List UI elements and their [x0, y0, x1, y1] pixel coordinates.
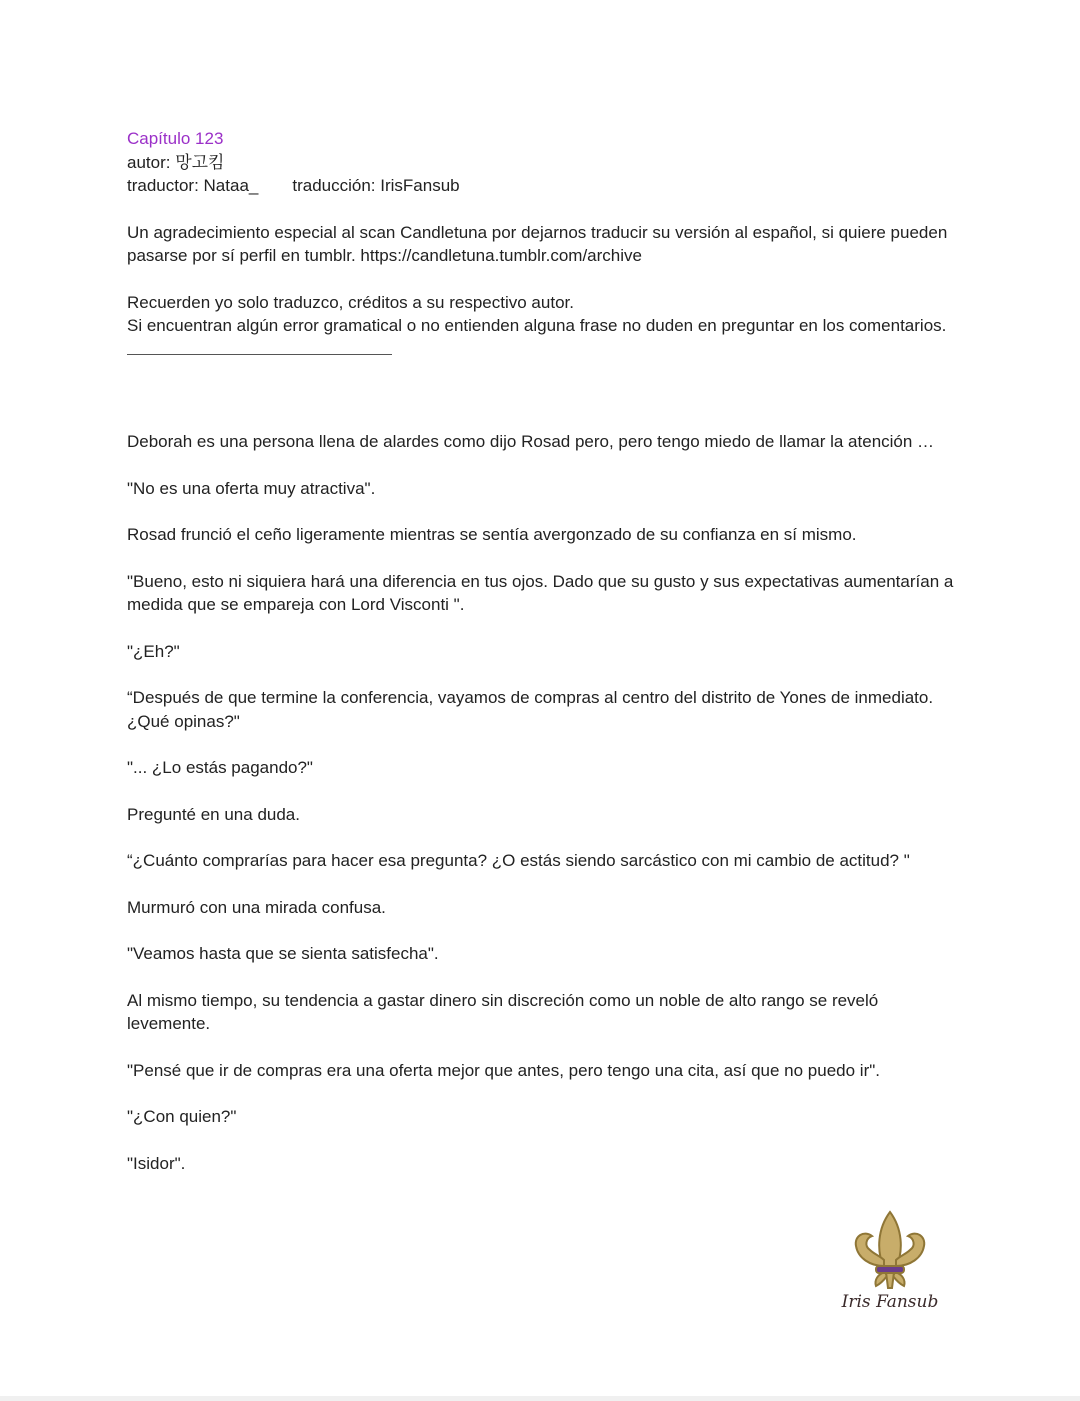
story-paragraph: "No es una oferta muy atractiva".: [127, 478, 376, 498]
story-paragraph: “Después de que termine la conferencia, vayamos de compras al centro del distrito de Yones de inmediato. ¿Qué opinas?": [127, 688, 934, 731]
story-paragraph: Pregunté en una duda.: [127, 804, 300, 824]
credits-note-line2: Si encuentran algún error gramatical o no entienden alguna frase no duden en preguntar en los comentarios.: [127, 316, 947, 335]
chapter-title: Capítulo 123: [127, 129, 224, 148]
story-paragraph: "Isidor".: [127, 1153, 186, 1173]
story-paragraph: "Veamos hasta que se sienta satisfecha".: [127, 944, 439, 963]
story-paragraph: "... ¿Lo estás pagando?": [127, 758, 313, 777]
thanks-paragraph: Un agradecimiento especial al scan Candletuna por dejarnos traducir su versión al español, si quiere pueden pasarse por sí perfil en tumblr. https://candletuna.tumblr.com/archive: [127, 222, 948, 265]
credits-note-line1: Recuerden yo solo traduzco, créditos a su respectivo autor.: [127, 292, 574, 312]
story-paragraph: “¿Cuánto comprarías para hacer esa pregunta? ¿O estás siendo sarcástico con mi cambio de actitud? ": [127, 851, 910, 870]
story-paragraph: "¿Eh?": [127, 641, 180, 661]
divider-line: [127, 354, 392, 355]
credits-row: [127, 174, 957, 198]
bottom-edge: [0, 1396, 1080, 1401]
story-paragraph: Al mismo tiempo, su tendencia a gastar dinero sin discreción como un noble de alto rango se reveló levemente.: [127, 990, 879, 1033]
iris-fansub-logo: [840, 1208, 940, 1318]
logo-text: Iris Fansub: [841, 1292, 939, 1312]
story-paragraph: "Bueno, esto ni siquiera hará una diferencia en tus ojos. Dado que su gusto y sus expectativas aumentarían a medida que se empareja con Lord Visconti ".: [127, 571, 954, 614]
story-paragraph: "¿Con quien?": [127, 1107, 237, 1126]
translator-line: traductor: Nataa_: [127, 176, 259, 195]
story-paragraph: Rosad frunció el ceño ligeramente mientras se sentía avergonzado de su confianza en sí mismo.: [127, 525, 857, 544]
translation-line: traducción: IrisFansub: [292, 176, 460, 195]
story-paragraph: Murmuró con una mirada confusa.: [127, 897, 386, 917]
document-header: [127, 127, 957, 355]
story-paragraph: Deborah es una persona llena de alardes como dijo Rosad pero, pero tengo miedo de llamar la atención …: [127, 432, 935, 451]
story-text: [127, 430, 957, 1198]
fleur-de-lis-icon: [840, 1208, 940, 1296]
author-line: autor: 망고킴: [127, 152, 225, 172]
story-paragraph: "Pensé que ir de compras era una oferta mejor que antes, pero tengo una cita, así que no puedo ir".: [127, 1060, 880, 1080]
